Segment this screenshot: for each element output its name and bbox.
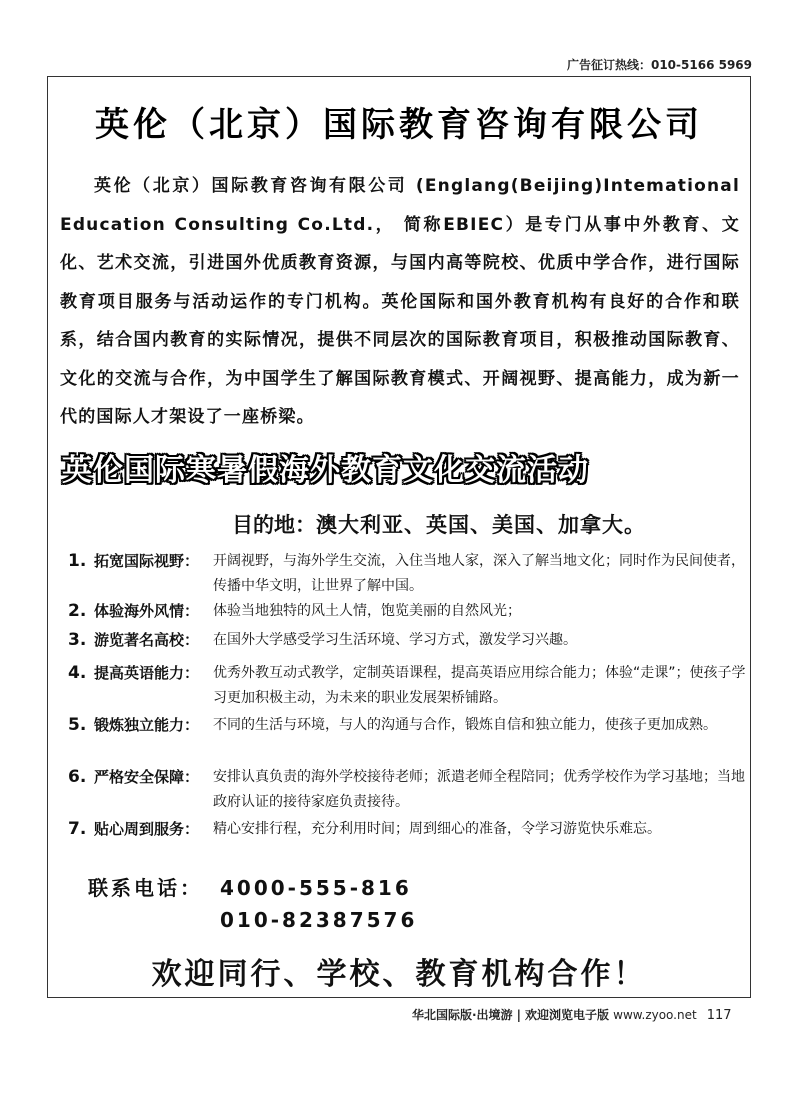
item-heading	[68, 817, 199, 842]
destinations-value: 澳大利亚、英国、美国、加拿大。	[316, 513, 646, 537]
intro-paragraph	[60, 167, 740, 437]
list-item	[68, 765, 748, 817]
item-heading	[68, 661, 199, 686]
activity-title: 英伦国际寒暑假海外教育文化交流活动	[62, 453, 589, 488]
item-number: 7.	[68, 819, 87, 839]
item-title: 锻炼独立能力：	[94, 716, 200, 734]
item-number: 5.	[68, 715, 87, 735]
page-footer	[412, 1006, 732, 1023]
item-title: 体验海外风情：	[94, 602, 200, 620]
contact-row	[88, 872, 417, 908]
item-text: 在国外大学感受学习生活环境、学习方式，激发学习兴趣。	[213, 632, 577, 648]
ad-hotline: 广告征订热线：010-5166 5969	[566, 58, 752, 72]
list-item	[68, 549, 748, 599]
footer-separator: |	[516, 1008, 521, 1022]
list-item	[68, 817, 748, 847]
list-item	[68, 661, 748, 713]
item-text: 体验当地独特的风土人情，饱览美丽的自然风光；	[213, 603, 521, 619]
item-heading	[68, 599, 199, 624]
item-number: 3.	[68, 630, 87, 650]
contact-label: 联系电话：	[88, 876, 203, 900]
item-heading	[68, 765, 199, 790]
list-item	[68, 628, 748, 661]
item-number: 4.	[68, 663, 87, 683]
phone-number: 010-82387576	[220, 908, 418, 932]
welcome-banner: 欢迎同行、学校、教育机构合作！	[151, 957, 647, 992]
item-text: 不同的生活与环境，与人的沟通与合作，锻炼自信和独立能力，使孩子更加成熟。	[213, 717, 717, 733]
contact-block	[88, 872, 417, 944]
destinations	[232, 509, 646, 539]
item-text: 优秀外教互动式教学，定制英语课程，提高英语应用综合能力；体验“走课”；使孩子学习更加积极主动，为未来的职业发展架桥铺路。	[213, 665, 746, 706]
phone-number: 4000-555-816	[220, 876, 412, 900]
page-number: 117	[706, 1008, 732, 1023]
item-heading	[68, 713, 199, 738]
item-title: 提高英语能力：	[94, 664, 200, 682]
company-title: 英伦（北京）国际教育咨询有限公司	[95, 105, 703, 145]
feature-list	[68, 549, 748, 847]
publication-name: 华北国际版·出境游	[412, 1008, 513, 1022]
list-item	[68, 599, 748, 628]
list-item	[68, 713, 748, 765]
item-number: 1.	[68, 551, 87, 571]
item-text: 安排认真负责的海外学校接待老师；派遣老师全程陪同；优秀学校作为学习基地；当地政府认证的接待家庭负责接待。	[213, 769, 745, 810]
item-text: 精心安排行程，充分利用时间；周到细心的准备，令学习游览快乐难忘。	[213, 821, 661, 837]
item-title: 游览著名高校：	[94, 631, 200, 649]
content-frame	[47, 76, 751, 998]
contact-row	[88, 908, 417, 944]
item-heading	[68, 628, 199, 653]
item-number: 2.	[68, 601, 87, 621]
destinations-label: 目的地：	[232, 513, 316, 537]
item-heading	[68, 549, 199, 574]
item-title: 贴心周到服务：	[94, 820, 200, 838]
item-text: 开阔视野，与海外学生交流，入住当地人家，深入了解当地文化；同时作为民间使者，传播中华文明，让世界了解中国。	[213, 553, 745, 594]
intro-text: 英伦（北京）国际教育咨询有限公司 (Englang(Beijing)Intemational Education Consulting Co.Ltd.， 简称EBIEC）是专门从事中外教育、文化、艺术交流，引进国外优质教育资源，与国内高等院校、优质中学合作，进行国际教育项目服务与活动运作的专门机构。英伦国际和国外教育机构有良好的合作和联系，结合国内教育的实际情况，提供不同层次的国际教育项目，积极推动国际教育、文化的交流与合作，为中国学生了解国际教育模式、开阔视野、提高能力，成为新一代的国际人才架设了一座桥梁。	[60, 176, 740, 427]
item-number: 6.	[68, 767, 87, 787]
item-title: 严格安全保障：	[94, 768, 200, 786]
website-link[interactable]: www.zyoo.net	[613, 1008, 697, 1022]
browse-text: 欢迎浏览电子版	[524, 1008, 609, 1022]
item-title: 拓宽国际视野：	[94, 552, 200, 570]
